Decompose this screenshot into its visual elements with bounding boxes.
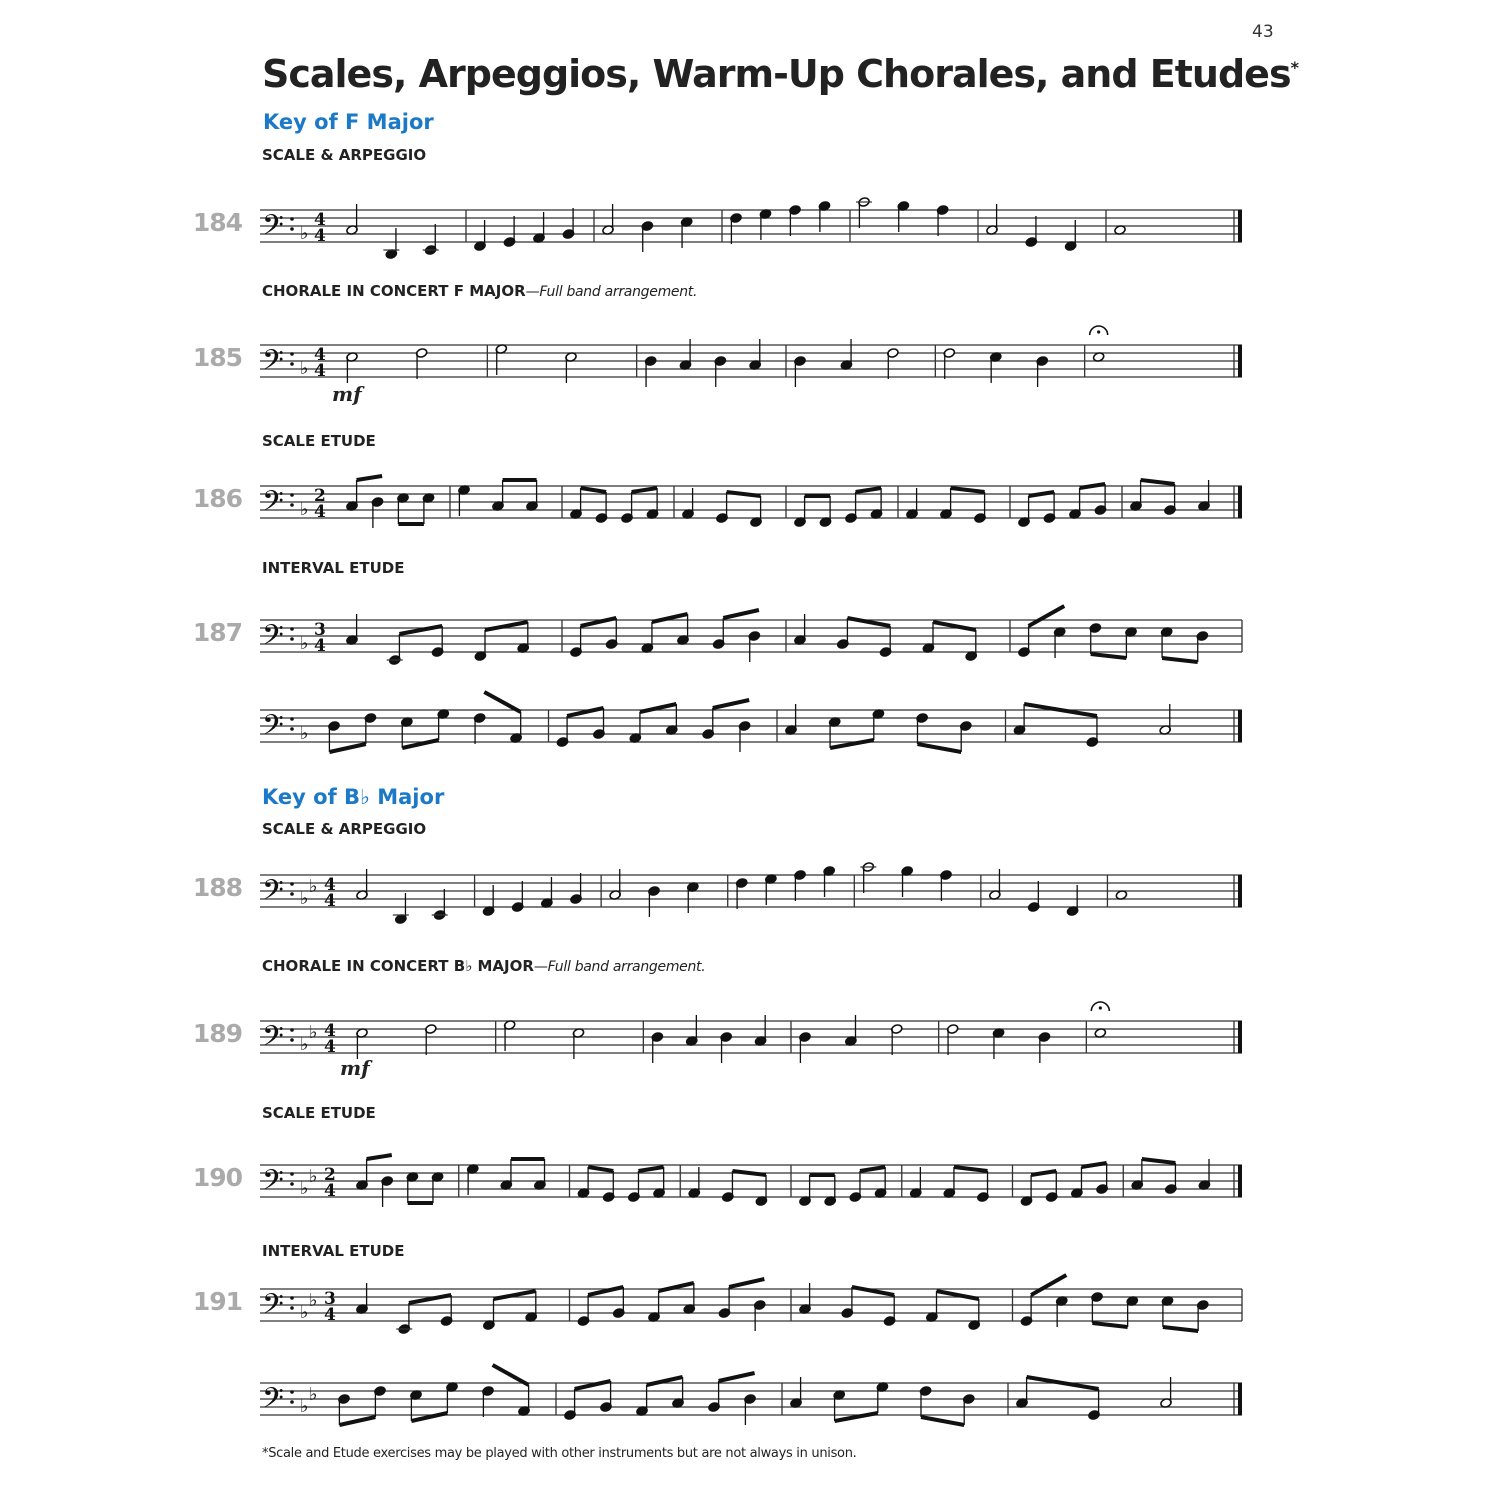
flat-icon: ♭	[309, 1290, 318, 1311]
beam	[493, 1365, 529, 1385]
time-signature-bottom: 4	[314, 502, 326, 522]
flat-icon: ♭	[300, 499, 309, 520]
time-signature-bottom: 4	[324, 1305, 336, 1325]
beam	[357, 476, 383, 480]
beam	[1031, 1171, 1056, 1175]
dynamic-marking-189: mf	[340, 1056, 370, 1080]
flat-icon: ♭	[300, 358, 309, 379]
beam	[1163, 1327, 1198, 1331]
staff-185	[260, 325, 1250, 405]
exercise-number-188: 188	[192, 873, 242, 902]
bass-clef-dot	[290, 627, 294, 631]
staff-187	[260, 600, 1250, 680]
bass-clef-dot	[290, 882, 294, 886]
beam	[723, 610, 759, 618]
key-heading-f-major: Key of F Major	[263, 110, 434, 134]
bass-clef-dot	[290, 227, 294, 231]
beam	[719, 1373, 755, 1381]
beam	[575, 1381, 611, 1389]
bass-clef-icon: 𝄢	[262, 619, 284, 659]
bass-clef-dot	[290, 1296, 294, 1300]
bass-clef-icon: 𝄢	[262, 485, 284, 525]
flat-icon: ♭	[300, 223, 309, 244]
beam	[1091, 654, 1127, 658]
page-title-text: Scales, Arpeggios, Warm-Up Chorales, and Etudes	[262, 52, 1291, 96]
exercise-label-191: INTERVAL ETUDE	[262, 1242, 405, 1260]
beam	[367, 1155, 392, 1159]
time-signature-top: 4	[324, 1021, 336, 1041]
beam	[409, 1295, 451, 1303]
staff-191	[260, 1269, 1250, 1349]
flat-icon: ♭	[300, 888, 309, 909]
bass-clef-icon: 𝄢	[262, 709, 284, 749]
bass-clef-icon: 𝄢	[262, 344, 284, 384]
beam	[1142, 1159, 1176, 1163]
exercise-label-188: SCALE & ARPEGGIO	[262, 820, 427, 838]
footnote: *Scale and Etude exercises may be played with other instruments but are not always in unison.	[262, 1446, 857, 1461]
bass-clef-dot	[290, 717, 294, 721]
beam	[856, 488, 882, 492]
bass-clef-dot	[290, 217, 294, 221]
beam	[647, 1377, 683, 1385]
exercise-label-187: INTERVAL ETUDE	[262, 559, 405, 577]
bass-clef-dot	[290, 1306, 294, 1310]
beam	[835, 1413, 878, 1421]
bass-clef-dot	[290, 1038, 294, 1042]
page-number: 43	[1252, 22, 1274, 42]
bass-clef-dot	[290, 352, 294, 356]
staff-190	[260, 1145, 1250, 1225]
beam	[830, 740, 874, 748]
bass-clef-icon: 𝄢	[262, 209, 284, 249]
beam	[1081, 1163, 1106, 1167]
flat-icon: ♭	[309, 1166, 318, 1187]
staff-189	[260, 1001, 1250, 1081]
beam	[1162, 658, 1198, 662]
fermata-dot	[1099, 1006, 1102, 1009]
beam	[1092, 1323, 1127, 1327]
bass-clef-dot	[290, 362, 294, 366]
beam	[918, 744, 962, 752]
beam	[652, 614, 688, 622]
staff-188	[260, 855, 1250, 935]
beam	[638, 1167, 663, 1171]
beam	[921, 1417, 964, 1425]
beam	[581, 488, 607, 492]
bass-clef-dot	[290, 1172, 294, 1176]
time-signature-top: 4	[314, 210, 326, 230]
time-signature-top: 4	[324, 875, 336, 895]
exercise-number-187: 187	[192, 618, 242, 647]
beam	[588, 1287, 623, 1295]
beam	[732, 1171, 766, 1175]
bass-clef-dot	[290, 503, 294, 507]
flat-icon: ♭	[300, 633, 309, 654]
bass-clef-icon: 𝄢	[262, 874, 284, 914]
exercise-number-184: 184	[192, 208, 242, 237]
exercise-label-189: CHORALE IN CONCERT B♭ MAJOR—Full band arrangement.	[262, 957, 706, 975]
time-signature-bottom: 4	[324, 1037, 336, 1057]
staff-184	[260, 190, 1250, 270]
fermata-dot	[1097, 330, 1100, 333]
flat-icon: ♭	[300, 1302, 309, 1323]
beam	[933, 622, 976, 630]
flat-icon: ♭	[309, 1384, 318, 1405]
bass-clef-dot	[290, 1028, 294, 1032]
key-heading-bb-major: Key of B♭ Major	[262, 785, 445, 809]
time-signature-top: 2	[314, 486, 326, 506]
bass-clef-dot	[290, 1182, 294, 1186]
beam	[937, 1291, 979, 1299]
exercise-number-190: 190	[192, 1163, 242, 1192]
bass-clef-dot	[290, 727, 294, 731]
bass-clef-dot	[290, 1390, 294, 1394]
beam	[484, 692, 520, 712]
bass-clef-icon: 𝄢	[262, 1382, 284, 1422]
flat-icon: ♭	[300, 1178, 309, 1199]
time-signature-bottom: 4	[324, 1181, 336, 1201]
beam	[588, 1167, 613, 1171]
bass-clef-dot	[290, 493, 294, 497]
bass-clef-dot	[290, 637, 294, 641]
bass-clef-dot	[290, 892, 294, 896]
flat-icon: ♭	[300, 723, 309, 744]
dynamic-marking-185: mf	[332, 382, 362, 406]
beam	[399, 626, 442, 634]
exercise-number-191: 191	[192, 1287, 242, 1316]
beam	[329, 744, 365, 752]
beam	[581, 618, 617, 626]
beam	[485, 622, 528, 630]
time-signature-bottom: 4	[314, 226, 326, 246]
bass-clef-icon: 𝄢	[262, 1288, 284, 1328]
exercise-label-184: SCALE & ARPEGGIO	[262, 146, 427, 164]
staff-187-continued	[260, 690, 1250, 770]
flat-icon: ♭	[309, 1022, 318, 1043]
beam	[1080, 484, 1106, 488]
beam	[713, 700, 749, 708]
title-footnote-mark: *	[1290, 58, 1298, 77]
exercise-number-185: 185	[192, 343, 242, 372]
beam	[729, 1279, 764, 1287]
beam	[632, 488, 658, 492]
flat-icon: ♭	[300, 1034, 309, 1055]
time-signature-bottom: 4	[314, 361, 326, 381]
exercise-number-189: 189	[192, 1019, 242, 1048]
bass-clef-icon: 𝄢	[262, 1020, 284, 1060]
beam	[1141, 480, 1175, 484]
exercise-number-186: 186	[192, 484, 242, 513]
beam	[1029, 492, 1055, 496]
beam	[852, 1287, 894, 1295]
time-signature-top: 4	[314, 345, 326, 365]
beam	[860, 1167, 885, 1171]
beam	[411, 1413, 447, 1421]
beam	[1031, 1275, 1066, 1295]
beam	[954, 1167, 988, 1171]
beam	[659, 1283, 694, 1291]
time-signature-top: 3	[314, 620, 326, 640]
time-signature-bottom: 4	[324, 891, 336, 911]
beam	[339, 1417, 375, 1425]
beam	[847, 618, 890, 626]
flat-icon: ♭	[309, 876, 318, 897]
beam	[951, 488, 985, 492]
beam	[727, 492, 761, 496]
staff-191-continued	[260, 1363, 1250, 1443]
flat-icon: ♭	[300, 1396, 309, 1417]
page-title	[262, 52, 1298, 96]
beam	[494, 1291, 536, 1299]
time-signature-top: 3	[324, 1289, 336, 1309]
exercise-label-190: SCALE ETUDE	[262, 1104, 376, 1122]
time-signature-top: 2	[324, 1165, 336, 1185]
bass-clef-icon: 𝄢	[262, 1164, 284, 1204]
exercise-label-186: SCALE ETUDE	[262, 432, 376, 450]
bass-clef-dot	[290, 1400, 294, 1404]
beam	[567, 708, 603, 716]
staff-186	[260, 466, 1250, 546]
exercise-label-185: CHORALE IN CONCERT F MAJOR—Full band arrangement.	[262, 282, 698, 300]
beam	[640, 704, 676, 712]
beam	[1029, 606, 1065, 626]
beam	[402, 740, 438, 748]
time-signature-bottom: 4	[314, 636, 326, 656]
